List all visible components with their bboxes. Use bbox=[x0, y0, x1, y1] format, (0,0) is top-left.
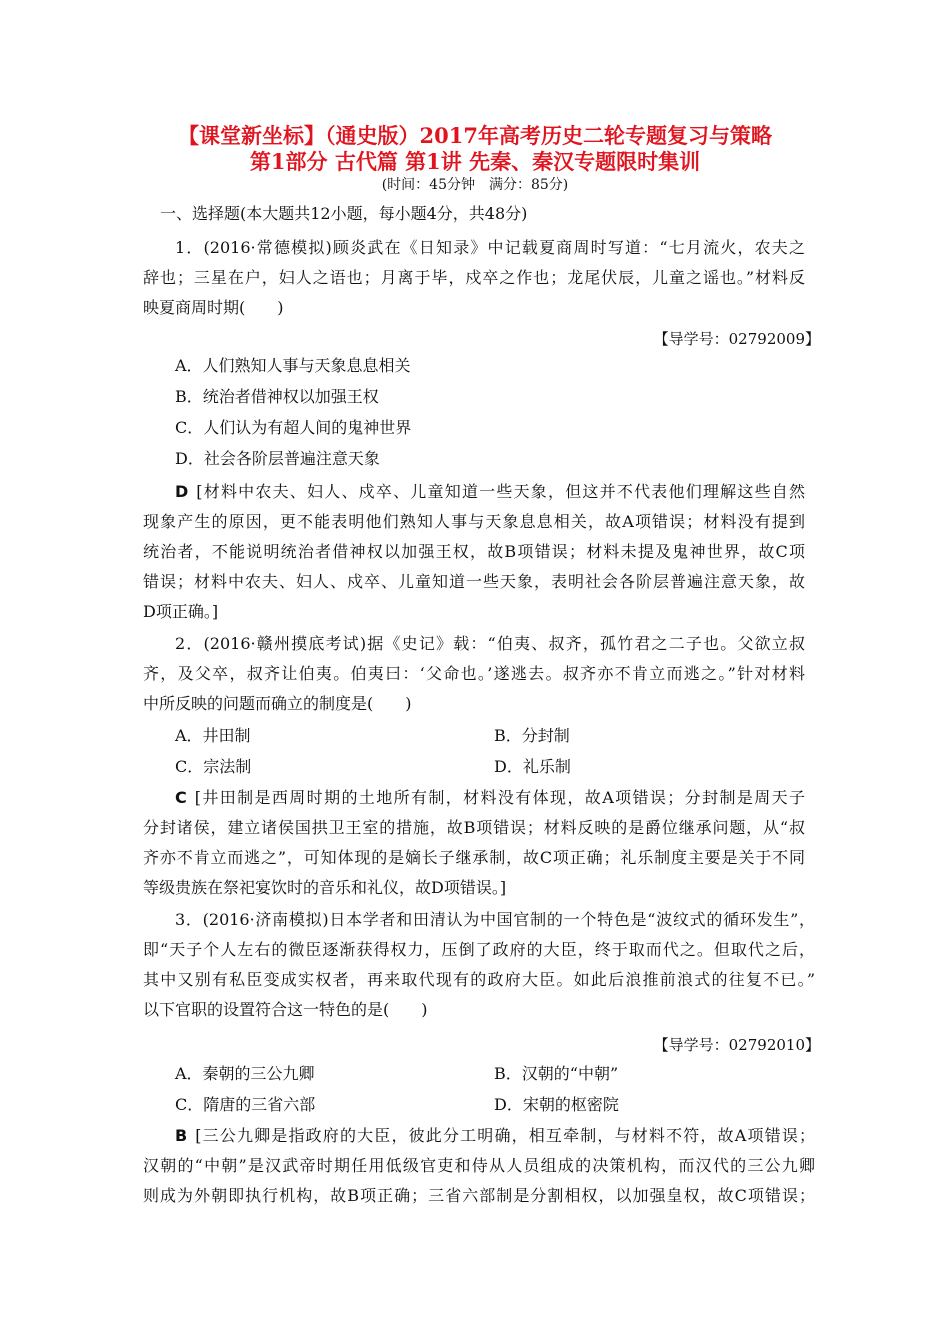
q3-explain-line-1 bbox=[175, 1126, 815, 1146]
q2-option-b: B．分封制 bbox=[494, 726, 570, 745]
q1-guide-number: 【导学号：02792009】 bbox=[653, 330, 820, 348]
q2-option-a: A．井田制 bbox=[175, 726, 251, 745]
q2-stem-line-2: 齐，及父卒，叔齐让伯夷。伯夷曰：‘父命也。’遂逃去。叔齐亦不肯立而逃之。”针对材料 bbox=[143, 664, 805, 683]
q1-explain-line-5: D项正确。] bbox=[143, 602, 219, 621]
q3-stem-line-1: 3．(2016·济南模拟)日本学者和田清认为中国官制的一个特色是“波纹式的循环发生”， bbox=[175, 910, 815, 929]
q1-explain-line-3: 统治者，不能说明统治者借神权以加强王权，故B项错误；材料未提及鬼神世界，故C项 bbox=[143, 542, 805, 561]
q1-answer: D bbox=[175, 482, 189, 501]
q3-stem-line-2: 即“天子个人左右的微臣逐渐获得权力，压倒了政府的大臣，终于取而代之。但取代之后， bbox=[143, 940, 815, 959]
exam-meta: (时间：45分钟 满分：85分) bbox=[381, 177, 569, 193]
q2-explain-text-1: [井田制是西周时期的土地所有制，材料没有体现，故A项错误；分封制是周天子 bbox=[194, 788, 805, 807]
q1-stem-line-3: 映夏商周时期( ) bbox=[143, 298, 284, 317]
q2-explain-line-2: 分封诸侯，建立诸侯国拱卫王室的措施，故B项错误；材料反映的是爵位继承问题，从“叔 bbox=[143, 818, 805, 837]
q1-option-c: C．人们认为有超人间的鬼神世界 bbox=[175, 418, 412, 437]
q3-explain-line-3: 则成为外朝即执行机构，故B项正确；三省六部制是分割相权，以加强皇权，故C项错误； bbox=[143, 1186, 815, 1205]
q1-stem-line-1: 1．(2016·常德模拟)顾炎武在《日知录》中记载夏商周时写道：“七月流火，农夫之 bbox=[175, 238, 805, 257]
q3-answer: B bbox=[175, 1126, 188, 1145]
q2-answer: C bbox=[175, 788, 187, 807]
q3-option-b: B．汉朝的“中朝” bbox=[494, 1064, 619, 1083]
title-line-1: 【课堂新坐标】（通史版）2017年高考历史二轮专题复习与策略 bbox=[178, 123, 772, 148]
q1-option-a: A．人们熟知人事与天象息息相关 bbox=[175, 356, 411, 375]
q3-stem-line-3: 其中又别有私臣变成实权者，再来取代现有的政府大臣。如此后浪推前浪式的往复不已。” bbox=[143, 970, 815, 989]
q2-stem-line-1: 2．(2016·赣州摸底考试)据《史记》载：“伯夷、叔齐，孤竹君之二子也。父欲立叔 bbox=[175, 634, 805, 653]
q1-explain-line-2: 现象产生的原因，更不能表明他们熟知人事与天象息息相关，故A项错误；材料没有提到 bbox=[143, 512, 805, 531]
q3-guide-number: 【导学号：02792010】 bbox=[653, 1036, 820, 1054]
q2-stem-line-3: 中所反映的问题而确立的制度是( ) bbox=[143, 694, 412, 713]
q1-explain-text-1: [材料中农夫、妇人、戍卒、儿童知道一些天象，但这并不代表他们理解这些自然 bbox=[196, 482, 805, 501]
q2-option-d: D．礼乐制 bbox=[494, 757, 571, 776]
q3-option-a: A．秦朝的三公九卿 bbox=[175, 1064, 315, 1083]
q3-explain-line-2: 汉朝的“中朝”是汉武帝时期任用低级官吏和侍从人员组成的决策机构，而汉代的三公九卿 bbox=[143, 1156, 815, 1175]
q2-option-c: C．宗法制 bbox=[175, 757, 252, 776]
q3-option-d: D．宋朝的枢密院 bbox=[494, 1095, 619, 1114]
q1-option-d: D．社会各阶层普遍注意天象 bbox=[175, 449, 380, 468]
q3-stem-line-4: 以下官职的设置符合这一特色的是( ) bbox=[143, 1000, 428, 1019]
q2-explain-line-3: 齐亦不肯立而逃之”，可知体现的是嫡长子继承制，故C项正确；礼乐制度主要是关于不同 bbox=[143, 848, 805, 867]
section-heading: 一、选择题(本大题共12小题，每小题4分，共48分) bbox=[160, 204, 528, 223]
q1-explain-line-1 bbox=[175, 482, 805, 502]
q1-stem-line-2: 辞也；三星在户，妇人之语也；月离于毕，戍卒之作也；龙尾伏辰，儿童之谣也。”材料反 bbox=[143, 268, 805, 287]
q3-option-c: C．隋唐的三省六部 bbox=[175, 1095, 316, 1114]
q2-explain-line-4: 等级贵族在祭祀宴饮时的音乐和礼仪，故D项错误。] bbox=[143, 878, 507, 897]
q1-explain-line-4: 错误；材料中农夫、妇人、戍卒、儿童知道一些天象，表明社会各阶层普遍注意天象，故 bbox=[143, 572, 805, 591]
title-line-2: 第1部分 古代篇 第1讲 先秦、秦汉专题限时集训 bbox=[249, 149, 701, 174]
q2-explain-line-1 bbox=[175, 788, 805, 808]
q1-option-b: B．统治者借神权以加强王权 bbox=[175, 387, 379, 406]
q3-explain-text-1: [三公九卿是指政府的大臣，彼此分工明确，相互牵制，与材料不符，故A项错误； bbox=[195, 1126, 815, 1145]
